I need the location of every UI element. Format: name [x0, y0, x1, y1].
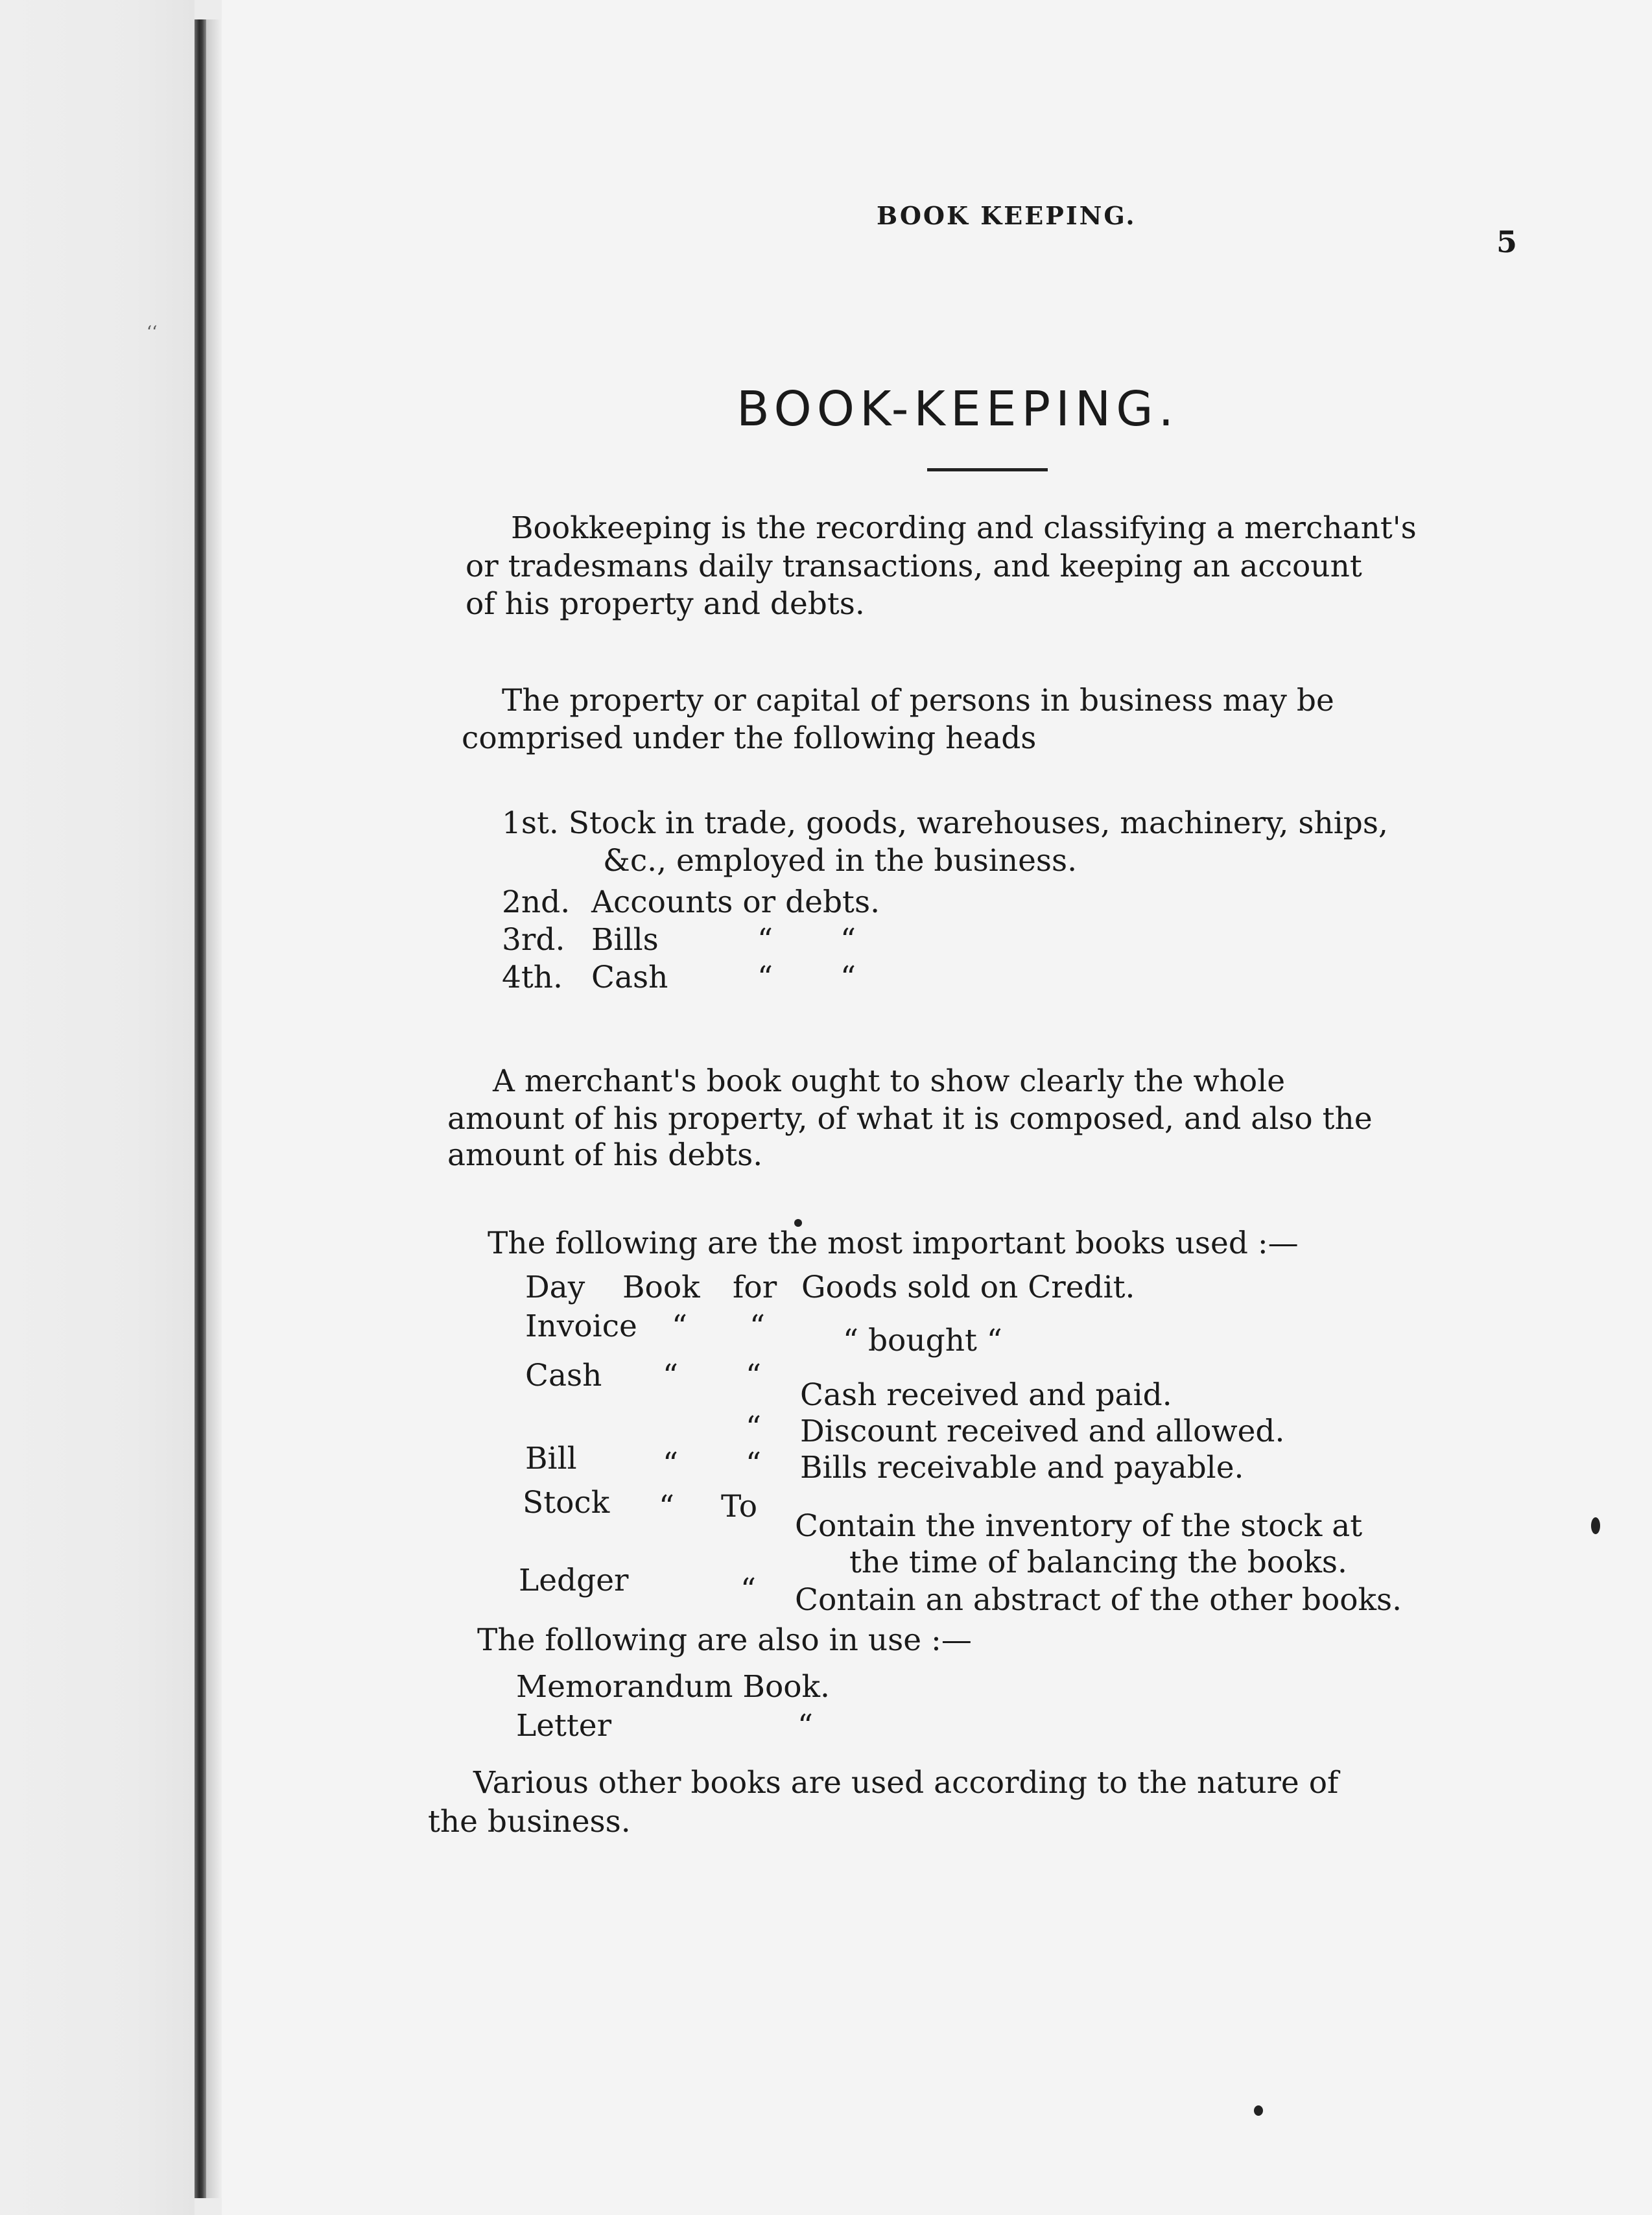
head-ordinal: 3rd.	[502, 922, 565, 958]
closing-line: Various other books are used according to the nature of	[473, 1765, 1339, 1801]
ditto-mark: “	[797, 1708, 814, 1744]
book-type: “	[672, 1309, 688, 1344]
page-number: 5	[1496, 224, 1518, 259]
book-name: Cash	[525, 1358, 602, 1393]
merchant-line: amount of his property, of what it is composed, and also the	[447, 1101, 1373, 1137]
spine-shadow	[206, 19, 222, 2198]
capital-line: comprised under the following heads	[462, 720, 1037, 756]
margin-mark: ‘‘	[147, 323, 158, 342]
page-edge-mark	[1591, 1517, 1600, 1534]
intro-line: Bookkeeping is the recording and classifying a merchant's	[511, 510, 1417, 546]
ditto-mark: “	[757, 922, 773, 958]
title-rule	[927, 468, 1048, 471]
book-prep: “	[746, 1446, 762, 1482]
head-ordinal: 4th.	[502, 960, 563, 995]
closing-line: the business.	[428, 1804, 631, 1840]
book-prep: “	[749, 1309, 766, 1344]
book-purpose: Contain an abstract of the other books.	[795, 1582, 1402, 1618]
books-intro: The following are the most important books used :—	[488, 1226, 1299, 1261]
book-type: “	[663, 1358, 679, 1393]
book-purpose: Discount received and allowed.	[800, 1414, 1285, 1449]
head-item-accounts: Accounts or debts.	[591, 884, 880, 920]
running-head: BOOK KEEPING.	[877, 201, 1137, 230]
book-name: Stock	[523, 1485, 610, 1521]
ink-speck	[1254, 2105, 1263, 2116]
book-purpose: Bills receivable and payable.	[800, 1450, 1244, 1486]
intro-line: or tradesmans daily transactions, and keeping an account	[466, 549, 1362, 584]
book-prep: “	[746, 1358, 762, 1393]
book-prep: for	[733, 1270, 777, 1305]
also-item: Memorandum Book.	[516, 1669, 830, 1705]
book-type: “	[659, 1489, 675, 1524]
intro-line: of his property and debts.	[466, 586, 865, 622]
ditto-mark: “	[840, 960, 856, 995]
head-item-stock: 1st. Stock in trade, goods, warehouses, machinery, ships,	[502, 805, 1388, 841]
book-purpose: Contain the inventory of the stock at	[795, 1508, 1363, 1544]
book-name: Day	[525, 1270, 585, 1305]
head-item-bills: Bills	[591, 922, 659, 958]
book-purpose: “ bought “	[843, 1323, 1002, 1358]
page-title: BOOK-KEEPING.	[737, 381, 1179, 437]
book-purpose: Cash received and paid.	[800, 1377, 1172, 1413]
book-purpose: Goods sold on Credit.	[801, 1270, 1135, 1305]
book-prep: To	[721, 1489, 757, 1524]
merchant-line: amount of his debts.	[447, 1137, 763, 1173]
book-name: Invoice	[525, 1309, 637, 1344]
book-name: Ledger	[519, 1563, 629, 1598]
ditto-mark: “	[757, 960, 773, 995]
book-type: “	[663, 1446, 679, 1482]
head-item-cash: Cash	[591, 960, 668, 995]
head-item-stock-cont: &c., employed in the business.	[603, 843, 1078, 879]
head-ordinal: 2nd.	[502, 884, 571, 920]
ditto-mark: “	[840, 922, 856, 958]
also-item: Letter	[516, 1708, 612, 1744]
capital-line: The property or capital of persons in business may be	[502, 683, 1334, 718]
book-type: Book	[622, 1270, 700, 1305]
book-prep: “	[746, 1410, 762, 1445]
book-purpose: the time of balancing the books.	[849, 1545, 1347, 1580]
also-intro: The following are also in use :—	[477, 1622, 972, 1658]
facing-page-margin	[0, 0, 195, 2215]
book-name: Bill	[525, 1441, 577, 1476]
book-prep: “	[740, 1572, 757, 1607]
merchant-line: A merchant's book ought to show clearly the whole	[493, 1063, 1286, 1099]
book-spine	[195, 19, 206, 2198]
